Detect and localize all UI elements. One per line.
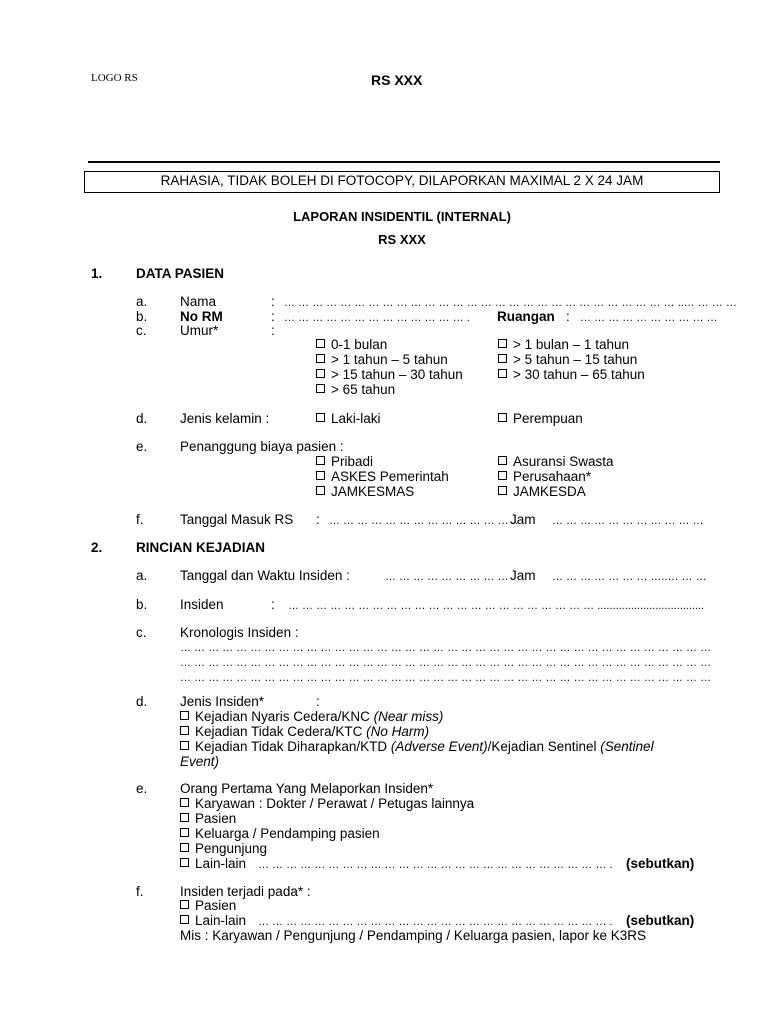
insiden-field[interactable]: … … … … … … … … … … … … … … … … … … … … … … ................................... — [288, 600, 705, 612]
insiden-label: Insiden — [180, 597, 224, 612]
victim-other-field[interactable]: … … … … … … … … … … … … … … … … … … … … … … … … … . — [258, 916, 613, 928]
age-option-label: > 15 tahun – 30 tahun — [331, 367, 463, 382]
checkbox-icon[interactable] — [498, 456, 507, 465]
victim-option-label: Lain-lain — [195, 913, 247, 928]
gender-option-label: Perempuan — [513, 411, 583, 426]
gender-option[interactable] — [498, 411, 583, 427]
item-letter: a. — [136, 568, 148, 583]
tanggal-insiden-label: Tanggal dan Waktu Insiden : — [180, 568, 350, 583]
payer-option[interactable] — [498, 484, 586, 500]
incident-type-english: (Near miss) — [373, 709, 444, 724]
checkbox-icon[interactable] — [498, 354, 507, 363]
umur-label: Umur* — [180, 323, 219, 338]
checkbox-icon[interactable] — [498, 413, 507, 422]
k3rs-note: Mis : Karyawan / Pengunjung / Pendamping / Keluarga pasien, lapor ke K3RS — [180, 928, 647, 943]
colon: : — [316, 694, 320, 709]
item-letter: c. — [136, 323, 147, 338]
nama-label: Nama — [180, 294, 217, 309]
tanggal-insiden-field[interactable]: … … … … … … … … … — [385, 571, 509, 583]
kronologis-line[interactable]: … … … … … … … … … … … … … … … … … … … … … … … … … … … … … … … … … … … … … … — [180, 642, 712, 654]
payer-option-label: Pribadi — [331, 454, 374, 469]
reporter-option[interactable] — [180, 811, 236, 827]
incident-type-english: (Adverse Event) — [390, 739, 488, 754]
gender-option[interactable] — [316, 411, 381, 427]
report-title: LAPORAN INSIDENTIL (INTERNAL) — [293, 209, 511, 224]
age-option-label: > 65 tahun — [331, 382, 396, 397]
tanggal-masuk-label: Tanggal Masuk RS — [180, 512, 294, 527]
item-letter: c. — [136, 625, 147, 640]
checkbox-icon[interactable] — [316, 486, 325, 495]
checkbox-icon[interactable] — [316, 384, 325, 393]
reporter-option-label: Keluarga / Pendamping pasien — [195, 826, 380, 841]
victim-option-label: Pasien — [195, 898, 237, 913]
jam-masuk-field[interactable]: … … … … … … … … … … … — [552, 515, 704, 527]
jam-label: Jam — [510, 512, 536, 527]
checkbox-icon[interactable] — [316, 369, 325, 378]
reporter-option-label: Karyawan : Dokter / Perawat / Petugas lainnya — [195, 796, 475, 811]
reporter-option[interactable] — [180, 841, 267, 857]
age-option[interactable] — [498, 352, 637, 368]
incident-type-label: Kejadian Nyaris Cedera/KNC — [195, 709, 370, 724]
item-letter: a. — [136, 294, 148, 309]
checkbox-icon[interactable] — [316, 339, 325, 348]
colon: : — [271, 597, 275, 612]
section1-title: DATA PASIEN — [136, 266, 225, 281]
confidential-banner-text: RAHASIA, TIDAK BOLEH DI FOTOCOPY, DILAPORKAN MAXIMAL 2 X 24 JAM — [160, 173, 644, 188]
reporter-option[interactable] — [180, 856, 246, 872]
incident-type-label: Kejadian Tidak Diharapkan/KTD — [195, 739, 388, 754]
colon: : — [316, 512, 320, 527]
checkbox-icon[interactable] — [316, 413, 325, 422]
checkbox-icon[interactable] — [180, 915, 189, 924]
report-subtitle: RS XXX — [378, 232, 426, 247]
checkbox-icon[interactable] — [180, 726, 189, 735]
checkbox-icon[interactable] — [180, 828, 189, 837]
age-option[interactable] — [316, 352, 448, 368]
section2-number: 2. — [91, 540, 103, 555]
gender-option-label: Laki-laki — [331, 411, 381, 426]
item-letter: b. — [136, 597, 148, 612]
section1-number: 1. — [91, 266, 103, 281]
kronologis-line[interactable]: … … … … … … … … … … … … … … … … … … … … … … … … … … … … … … … … … … … … … … — [180, 672, 712, 684]
colon: : — [271, 294, 275, 309]
colon: : — [566, 309, 570, 324]
colon: : — [271, 323, 275, 338]
incident-type-english: (Sentinel — [600, 739, 654, 754]
reporter-option[interactable] — [180, 826, 380, 842]
payer-option[interactable] — [316, 484, 414, 500]
incident-type-option[interactable] — [180, 739, 654, 755]
age-option-label: > 30 tahun – 65 tahun — [513, 367, 645, 382]
payer-option[interactable] — [498, 454, 614, 470]
kronologis-line[interactable]: … … … … … … … … … … … … … … … … … … … … … … … … … … … … … … … … … … … … … … — [180, 657, 712, 669]
hospital-name: RS XXX — [371, 72, 423, 88]
checkbox-icon[interactable] — [180, 858, 189, 867]
incident-type-label: Kejadian Tidak Cedera/KTC — [195, 724, 363, 739]
jam-insiden-field[interactable]: … … … … … … … …..… … … — [552, 571, 707, 583]
nama-field[interactable]: … … … … … … … … … … … … … … … … … … … … … … … … … … … … ..… … … … — [284, 297, 737, 309]
age-option[interactable] — [498, 337, 629, 353]
reporter-option-label: Pengunjung — [195, 841, 268, 856]
sebutkan-hint: (sebutkan) — [626, 913, 695, 928]
kronologis-label: Kronologis Insiden : — [180, 625, 299, 640]
incident-type-english: (No Harm) — [366, 724, 430, 739]
victim-option[interactable] — [180, 898, 236, 914]
insiden-terjadi-label: Insiden terjadi pada* : — [180, 884, 311, 899]
checkbox-icon[interactable] — [180, 843, 189, 852]
checkbox-icon[interactable] — [498, 486, 507, 495]
checkbox-icon[interactable] — [180, 798, 189, 807]
checkbox-icon[interactable] — [180, 711, 189, 720]
payer-option[interactable] — [498, 469, 591, 485]
incident-type-continuation: Event) — [180, 754, 220, 769]
incident-type-option[interactable] — [180, 709, 443, 725]
checkbox-icon[interactable] — [180, 900, 189, 909]
checkbox-icon[interactable] — [316, 456, 325, 465]
checkbox-icon[interactable] — [498, 369, 507, 378]
payer-option-label: ASKES Pemerintah — [331, 469, 449, 484]
age-option-label: > 1 bulan – 1 tahun — [513, 337, 629, 352]
item-letter: e. — [136, 781, 148, 796]
age-option-label: > 1 tahun – 5 tahun — [331, 352, 448, 367]
sebutkan-hint: (sebutkan) — [626, 856, 695, 871]
ruangan-label: Ruangan — [497, 309, 555, 324]
age-option-label: > 5 tahun – 15 tahun — [513, 352, 638, 367]
checkbox-icon[interactable] — [498, 471, 507, 480]
checkbox-icon[interactable] — [180, 813, 189, 822]
incident-type-label: /Kejadian Sentinel — [487, 739, 597, 754]
tanggal-masuk-field[interactable]: … … … … … … … … … … … … … .. — [329, 515, 518, 527]
payer-option[interactable] — [316, 469, 449, 485]
reporter-option-label: Pasien — [195, 811, 237, 826]
payer-option-label: JAMKESMAS — [331, 484, 415, 499]
ruangan-field[interactable]: … … … … … … … … … … — [580, 312, 718, 324]
pelapor-label: Orang Pertama Yang Melaporkan Insiden* — [180, 781, 434, 796]
no-rm-field[interactable]: … … … … … … … … … … … … … . — [284, 312, 470, 324]
age-option[interactable] — [316, 337, 387, 353]
checkbox-icon[interactable] — [316, 471, 325, 480]
reporter-option-label: Lain-lain — [195, 856, 247, 871]
item-letter: e. — [136, 439, 148, 454]
jenis-insiden-label: Jenis Insiden* — [180, 694, 265, 709]
no-rm-label: No RM — [180, 309, 223, 324]
logo-placeholder: LOGO RS — [91, 72, 138, 84]
checkbox-icon[interactable] — [316, 354, 325, 363]
age-option[interactable] — [498, 367, 645, 383]
item-letter: b. — [136, 309, 148, 324]
payer-option-label: Asuransi Swasta — [513, 454, 614, 469]
penanggung-biaya-label: Penanggung biaya pasien : — [180, 439, 344, 454]
item-letter: d. — [136, 411, 148, 426]
payer-option[interactable] — [316, 454, 373, 470]
checkbox-icon[interactable] — [180, 741, 189, 750]
reporter-other-field[interactable]: … … … … … … … … … … … … … … … … … … … … … … … … … . — [258, 859, 613, 871]
item-letter: d. — [136, 694, 148, 709]
checkbox-icon[interactable] — [498, 339, 507, 348]
incident-type-option[interactable] — [180, 724, 429, 740]
item-letter: f. — [136, 884, 144, 899]
item-letter: f. — [136, 512, 144, 527]
reporter-option[interactable] — [180, 796, 474, 812]
colon: : — [271, 309, 275, 324]
section2-title: RINCIAN KEJADIAN — [136, 540, 266, 555]
header-divider — [88, 161, 720, 163]
jenis-kelamin-label: Jenis kelamin : — [180, 411, 270, 426]
jam-label: Jam — [510, 568, 536, 583]
payer-option-label: Perusahaan* — [513, 469, 592, 484]
victim-option[interactable] — [180, 913, 246, 929]
age-option[interactable] — [316, 382, 395, 398]
age-option-label: 0-1 bulan — [331, 337, 388, 352]
payer-option-label: JAMKESDA — [513, 484, 586, 499]
age-option[interactable] — [316, 367, 463, 383]
